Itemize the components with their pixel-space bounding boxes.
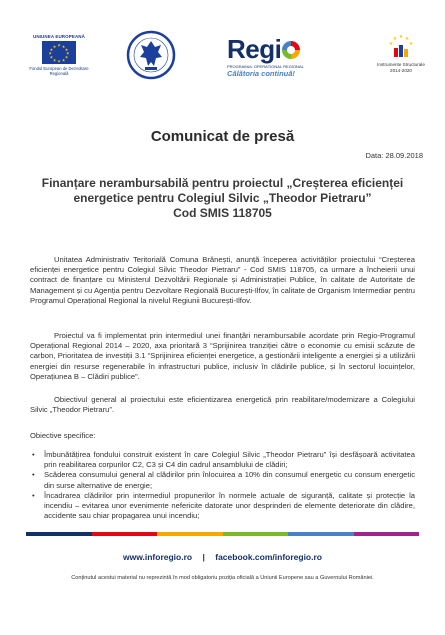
svg-text:★: ★	[64, 46, 69, 52]
structural-instruments-caption: Instrumente Structurale 2014-2020	[377, 62, 425, 73]
specific-objectives-list	[30, 450, 415, 521]
eu-logo	[28, 34, 90, 76]
page-title: Comunicat de presă	[150, 128, 295, 145]
svg-text:★: ★	[61, 57, 66, 63]
release-date: Data: 28.09.2018	[365, 151, 423, 160]
list-item: • Încadrarea clădirilor prin intermediul propunerilor în normele actuale de siguranță, calitate și protecție la incendiu – evitarea unor evenimente nefericite datorate unor desprinderi de elemente deteriorate din clădire, accidente sau chiar propagarea unui incendiu;	[30, 491, 415, 522]
paragraph-general-objective: Obiectivul general al proiectului este eficientizarea energetică prin reabilitare/modernizare a Colegiului Silvic „Theodor Pietraru”.	[30, 395, 415, 415]
paragraph-funding: Proiectul va fi implementat prin intermediul unei finanțări nerambursabile acordate prin Regio-Programul Operațional Regional 2014 – 2020, axa prioritară 3 “Sprijinirea tranziției către o economie cu emisii scăzute de carbon, Prioritatea de investiții 3.1 “Sprijinirea eficienței energetice, a gestionării inteligente a energiei și a utilizării energiei din resurse regenerabile în infrastructuri publice, inclusiv în clădirile publice, și în sectorul locuințelor, Operațiunea B – Clădiri publice”.	[30, 331, 415, 381]
stripe-segment	[354, 532, 420, 536]
svg-text:★: ★	[388, 41, 394, 47]
regio-program-label: PROGRAMUL OPERAȚIONAL REGIONAL	[227, 64, 304, 69]
website-link[interactable]: www.inforegio.ro	[123, 552, 193, 562]
disclaimer: Conținutul acestui material nu reprezintă în mod obligatoriu poziția oficială a Uniunii Europene sau a Guvernului României.	[71, 575, 374, 581]
eu-flag-icon	[42, 41, 76, 64]
svg-text:★: ★	[64, 54, 69, 60]
paragraph-intro: Unitatea Administrativ Teritorială Comuna Brănești, anunță începerea activităților proiectului “Creșterea eficienței energetice pentru Colegiul Silvic Theodor Pietraru” - Cod SMIS 118705, ca urmare a încheierii unui contract de finanțare cu Ministerul Dezvoltării Regionale și Administrației Publice, în calitate de Autoritate de Management și cu Agenția pentru Dezvoltare Regională București-Ilfov, în calitate de Organism Intermediar pentru Programul Operațional Regional la nivelul Regiunii București-Ilfov.	[30, 255, 415, 305]
svg-text:★: ★	[49, 46, 54, 52]
svg-text:★: ★	[398, 34, 404, 40]
svg-text:★: ★	[392, 36, 398, 42]
svg-text:★: ★	[52, 57, 57, 63]
government-seal-icon	[126, 30, 176, 80]
regio-logo	[227, 36, 323, 78]
stripe-segment	[92, 532, 158, 536]
release-subject	[30, 176, 415, 221]
regio-wordmark: Regi	[227, 34, 282, 64]
regio-slogan: Călătoria continuă!	[227, 69, 295, 78]
stripe-segment	[288, 532, 354, 536]
svg-text:★: ★	[57, 58, 61, 64]
footer-separator: |	[202, 552, 205, 562]
structural-instruments-logo	[372, 32, 430, 73]
stripe-segment	[26, 532, 92, 536]
svg-text:★: ★	[57, 42, 61, 48]
subject-line-2: energetice pentru Colegiul Silvic „Theodor Pietraru”	[73, 191, 372, 205]
subject-line-3: Cod SMIS 118705	[173, 206, 272, 220]
eu-caption: UNIUNEA EUROPEANĂ	[32, 34, 86, 39]
specific-objectives-heading: Obiective specifice:	[30, 431, 96, 440]
eu-subcaption: Fondul European de Dezvoltare Regională	[29, 66, 89, 76]
svg-text:★: ★	[404, 36, 410, 42]
svg-text:★: ★	[52, 43, 57, 49]
footer-links	[0, 552, 445, 562]
regio-o-icon	[281, 40, 301, 60]
stripe-segment	[223, 532, 289, 536]
structural-instruments-icon	[386, 32, 416, 62]
facebook-link[interactable]: facebook.com/inforegio.ro	[215, 552, 322, 562]
subject-line-1: Finanțare nerambursabilă pentru proiectul „Creșterea eficienței	[41, 176, 404, 190]
list-item: • Îmbunătățirea fondului construit existent în care Colegiul Silvic „Theodor Pietraru” își desfășoară activitatea prin reabilitarea corpurilor C2, C3 și C4 din cadrul ansamblului de clădiri;	[30, 450, 415, 470]
svg-text:★: ★	[61, 43, 66, 49]
stripe-segment	[157, 532, 223, 536]
svg-text:★: ★	[408, 41, 414, 47]
svg-text:★: ★	[49, 54, 54, 60]
list-item: • Scăderea consumului general al clădirilor prin înlocuirea a 10% din consumul energetic cu consum energetic din surse alternative de energie;	[30, 470, 415, 490]
footer-color-stripe	[26, 532, 419, 536]
svg-text:★: ★	[48, 50, 52, 56]
svg-text:★: ★	[66, 50, 70, 56]
